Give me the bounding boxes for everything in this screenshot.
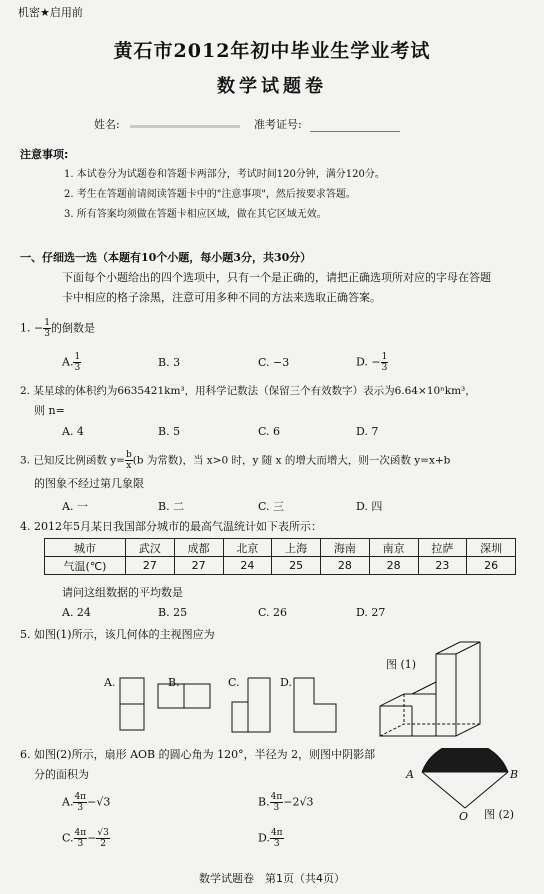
q3-option-c: C. 三 — [258, 500, 285, 513]
q1-option-d: D. − $\frac{1}{3}$ — [356, 352, 388, 373]
table-cell: 海南 — [321, 539, 370, 557]
notice-item-1: 1. 本试卷分为试题卷和答题卡两部分，考试时间120分钟，满分120分。 — [64, 169, 385, 180]
q5-option-c-label: C. — [228, 676, 240, 689]
table-cell: 上海 — [272, 539, 321, 557]
id-underline — [310, 131, 400, 132]
section1-instruction-1: 下面每个小题给出的四个选项中，只有一个是正确的，请把正确选项所对应的字母在答题 — [62, 271, 491, 284]
q2-option-d: D. 7 — [356, 425, 379, 438]
q4-option-b: B. 25 — [158, 606, 188, 619]
q6-option-b: B. $\frac{4\pi}{3}$ −2√3 — [258, 792, 314, 813]
q6-option-d: D. $\frac{4\pi}{3}$ — [258, 828, 283, 849]
table-header-cell: 城市 — [45, 539, 126, 557]
q6-option-c: C. $\frac{4\pi}{3}$ − $\frac{√3}{2}$ — [62, 828, 109, 849]
point-o-label: O — [459, 810, 469, 823]
paper-title: 数学试题卷 — [217, 76, 327, 97]
q3-option-a: A. 一 — [62, 500, 88, 513]
table-cell: 28 — [321, 557, 370, 575]
name-label: 姓名: — [94, 118, 120, 131]
exam-title: 黄石市2012年初中毕业生学业考试 — [113, 40, 431, 62]
section1-instruction-2: 卡中相应的格子涂黑，注意可用多种不同的方法来选取正确答案。 — [62, 291, 381, 304]
q2-option-a: A. 4 — [62, 425, 84, 438]
figure-1-solid — [376, 636, 506, 746]
question-2: 2. 某星球的体积约为6635421km³，用科学记数法（保留三个有效数字）表示为6.64×10ⁿkm³， — [20, 385, 476, 397]
table-cell: 北京 — [223, 539, 272, 557]
temperature-table — [44, 538, 516, 575]
point-a-label: A — [406, 768, 414, 781]
question-4-prompt: 请问这组数据的平均数是 — [62, 586, 183, 599]
question-5: 5. 如图(1)所示，该几何体的主视图应为 — [20, 628, 215, 641]
notice-item-3: 3. 所有答案均须做在答题卡相应区域，做在其它区域无效。 — [64, 209, 327, 220]
table-cell: 武汉 — [126, 539, 175, 557]
q3-option-b: B. 二 — [158, 500, 185, 513]
table-header-cell: 气温(℃) — [45, 557, 126, 575]
q1-option-c: C. −3 — [258, 356, 290, 369]
q4-option-a: A. 24 — [62, 606, 91, 619]
q2-option-c: C. 6 — [258, 425, 281, 438]
question-3-line-2: 的图象不经过第几象限 — [34, 477, 144, 490]
q6-option-a: A. $\frac{4\pi}{3}$ −√3 — [62, 792, 111, 813]
section1-heading: 一、仔细选一选（本题有10个小题，每小题3分，共30分） — [20, 251, 312, 264]
q5-option-c-figure — [230, 676, 280, 736]
notice-heading: 注意事项: — [20, 148, 69, 161]
table-cell: 28 — [369, 557, 418, 575]
table-cell: 拉萨 — [418, 539, 467, 557]
q5-option-b-label: B. — [168, 676, 180, 689]
question-2-line-2: 则 n= — [34, 404, 65, 417]
figure-2-label: 图 (2) — [484, 808, 515, 821]
question-4: 4. 2012年5月某日我国部分城市的最高气温统计如下表所示： — [20, 520, 322, 533]
table-row — [45, 539, 516, 557]
notice-item-2: 2. 考生在答题前请阅读答题卡中的"注意事项"，然后按要求答题。 — [64, 189, 356, 200]
table-cell: 南京 — [369, 539, 418, 557]
table-cell: 26 — [467, 557, 516, 575]
q4-option-d: D. 27 — [356, 606, 386, 619]
q5-option-d-figure — [292, 676, 342, 736]
id-label: 准考证号: — [254, 118, 302, 131]
q5-option-a-label: A. — [104, 676, 116, 689]
table-cell: 24 — [223, 557, 272, 575]
table-cell: 27 — [126, 557, 175, 575]
question-6-line-2: 分的面积为 — [34, 768, 89, 781]
table-row — [45, 557, 516, 575]
table-cell: 25 — [272, 557, 321, 575]
q4-option-c: C. 26 — [258, 606, 288, 619]
table-cell: 23 — [418, 557, 467, 575]
question-6: 6. 如图(2)所示，扇形 AOB 的圆心角为 120°，半径为 2，则图中阴影部 — [20, 748, 376, 761]
figure-1-label: 图 (1) — [386, 658, 417, 671]
q5-option-a-figure — [118, 676, 148, 736]
table-cell: 深圳 — [467, 539, 516, 557]
question-1: 1. − $\frac{1}{3}$ 的倒数是 — [20, 318, 95, 339]
q1-option-b: B. 3 — [158, 356, 181, 369]
page-footer: 数学试题卷 第1页（共4页） — [199, 872, 345, 885]
question-3: 3. 已知反比例函数 y= $\frac{b}{x}$ (b 为常数)，当 x>0 时，y 随 x 的增大而增大，则一次函数 y=x+b — [20, 450, 451, 471]
name-redaction — [130, 125, 240, 128]
q2-option-b: B. 5 — [158, 425, 181, 438]
table-cell: 27 — [174, 557, 223, 575]
q3-option-d: D. 四 — [356, 500, 383, 513]
point-b-label: B — [510, 768, 519, 781]
q1-option-a: A. $\frac{1}{3}$ — [62, 352, 81, 373]
q5-option-b-figure — [156, 680, 216, 712]
shaded-segment — [422, 748, 508, 772]
confidential-mark: 机密★启用前 — [18, 6, 83, 19]
table-cell: 成都 — [174, 539, 223, 557]
q5-option-d-label: D. — [280, 676, 292, 689]
